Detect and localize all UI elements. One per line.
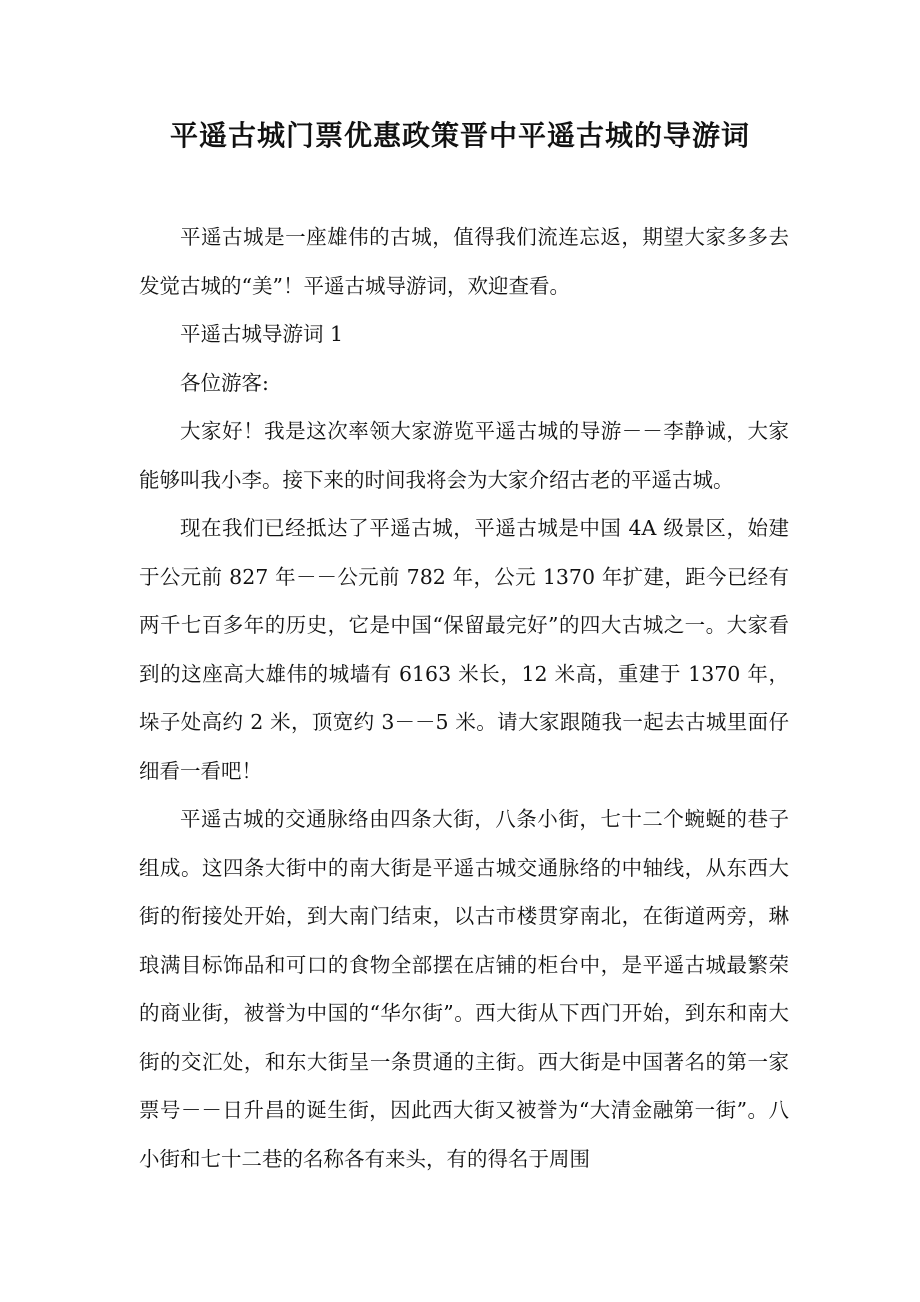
paragraph-streets: 平遥古城的交通脉络由四条大街，八条小街，七十二个蜿蜒的巷子组成。这四条大街中的南大街是平遥古城交通脉络的中轴线，从东西大街的衔接处开始，到大南门结束，以古市楼贯穿南北，在街道两旁，琳琅满目标饰品和可口的食物全部摆在店铺的柜台中，是平遥古城最繁荣的商业街，被誉为中国的“华尔街”。西大街从下西门开始，到东和南大街的交汇处，和东大街呈一条贯通的主街。西大街是中国著名的第一家票号－－日升昌的诞生街，因此西大街又被誉为“大清金融第一街”。八小街和七十二巷的名称各有来头，有的得名于周围 (139, 807, 789, 1171)
document-title: 平遥古城门票优惠政策晋中平遥古城的导游词 (169, 119, 750, 152)
document-body (139, 213, 789, 1183)
paragraph-history: 现在我们已经抵达了平遥古城，平遥古城是中国 4A 级景区，始建于公元前 827 年－－公元前 782 年，公元 1370 年扩建，距今已经有两千七百多年的历史，它是中国“保留最完好”的四大古城之一。大家看到的这座高大雄伟的城墙有 6163 米长，12 米高，重建于 1370 年，垛子处高约 2 米，顶宽约 3－－5 米。请大家跟随我一起去古城里面仔细看一看吧！ (139, 516, 789, 783)
greeting: 各位游客: (180, 370, 269, 395)
section-heading: 平遥古城导游词 1 (180, 322, 344, 346)
paragraph-self-introduction: 大家好！我是这次率领大家游览平遥古城的导游－－李静诚，大家能够叫我小李。接下来的时间我将会为大家介绍古老的平遥古城。 (139, 419, 789, 492)
paragraph-intro: 平遥古城是一座雄伟的古城，值得我们流连忘返，期望大家多多去发觉古城的“美”！平遥古城导游词，欢迎查看。 (139, 225, 789, 298)
